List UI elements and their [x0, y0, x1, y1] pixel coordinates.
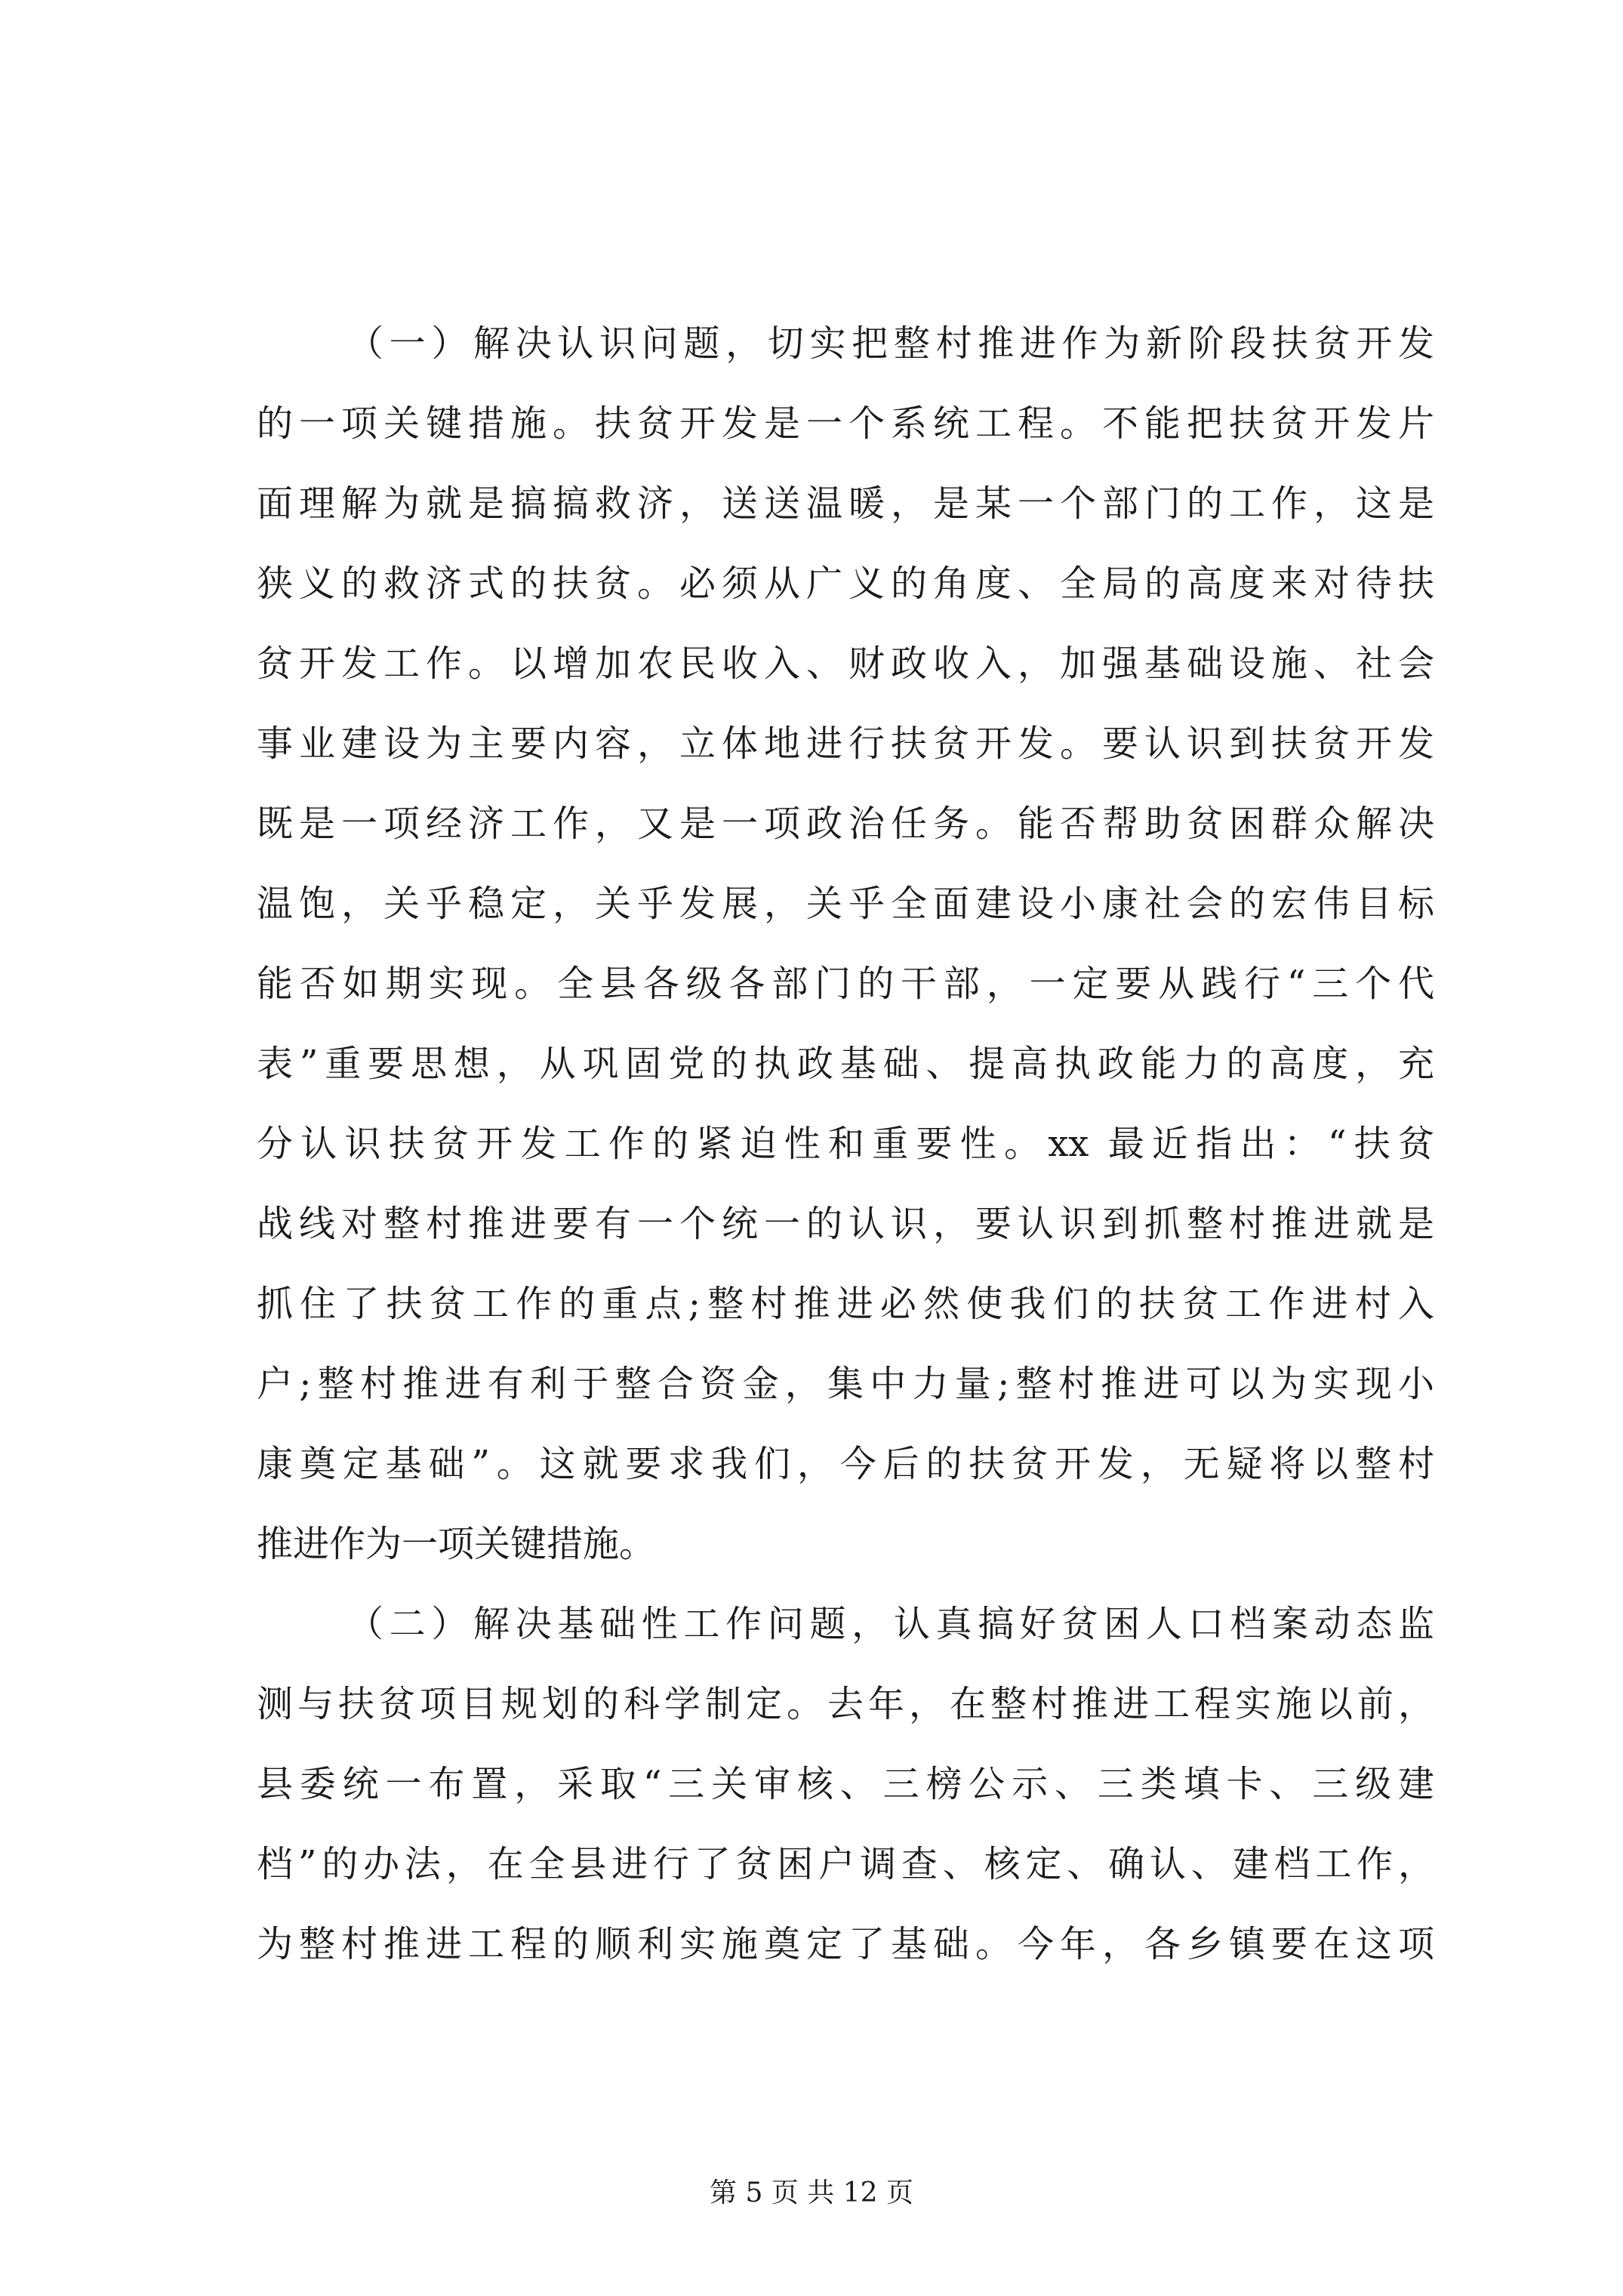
- text-line: （一）解决认识问题，切实把整村推进作为新阶段扶贫开发: [347, 322, 1434, 365]
- text-line: 为整村推进工程的顺利实施奠定了基础。今年，各乡镇要在这项: [257, 1923, 1434, 1965]
- paragraph-1: [257, 304, 1434, 1584]
- text-line: 抓住了扶贫工作的重点;整村推进必然使我们的扶贫工作进村入: [257, 1283, 1434, 1325]
- text-line: 战线对整村推进要有一个统一的认识，要认识到抓整村推进就是: [257, 1203, 1434, 1245]
- text-line: 户;整村推进有利于整合资金，集中力量;整村推进可以为实现小: [257, 1363, 1434, 1405]
- text-line: 康奠定基础”。这就要求我们，今后的扶贫开发，无疑将以整村: [257, 1443, 1434, 1485]
- text-line: 温饱，关乎稳定，关乎发展，关乎全面建设小康社会的宏伟目标: [257, 883, 1434, 925]
- text-line: 事业建设为主要内容，立体地进行扶贫开发。要认识到扶贫开发: [257, 723, 1434, 765]
- document-body: [257, 304, 1434, 1984]
- text-line: 既是一项经济工作，又是一项政治任务。能否帮助贫困群众解决: [257, 803, 1434, 845]
- text-line: 推进作为一项关键措施。: [257, 1523, 656, 1565]
- text-line: 县委统一布置，采取“三关审核、三榜公示、三类填卡、三级建: [257, 1763, 1434, 1805]
- text-line: 能否如期实现。全县各级各部门的干部，一定要从践行“三个代: [257, 963, 1434, 1005]
- text-line: 档”的办法，在全县进行了贫困户调查、核定、确认、建档工作，: [257, 1843, 1434, 1885]
- text-line: 测与扶贫项目规划的科学制定。去年，在整村推进工程实施以前，: [257, 1683, 1434, 1725]
- text-line: 面理解为就是搞搞救济，送送温暖，是某一个部门的工作，这是: [257, 482, 1434, 525]
- text-line: 的一项关键措施。扶贫开发是一个系统工程。不能把扶贫开发片: [257, 402, 1434, 445]
- paragraph-2: [257, 1584, 1434, 1984]
- text-line: 表”重要思想，从巩固党的执政基础、提高执政能力的高度，充: [257, 1043, 1434, 1085]
- text-line: 狭义的救济式的扶贫。必须从广义的角度、全局的高度来对待扶: [257, 562, 1434, 605]
- page-number-footer: 第 5 页 共 12 页: [710, 2177, 913, 2208]
- text-line: （二）解决基础性工作问题，认真搞好贫困人口档案动态监: [347, 1603, 1434, 1645]
- text-line: 贫开发工作。以增加农民收入、财政收入，加强基础设施、社会: [257, 643, 1434, 685]
- text-line: 分认识扶贫开发工作的紧迫性和重要性。xx 最近指出：“扶贫: [257, 1123, 1434, 1165]
